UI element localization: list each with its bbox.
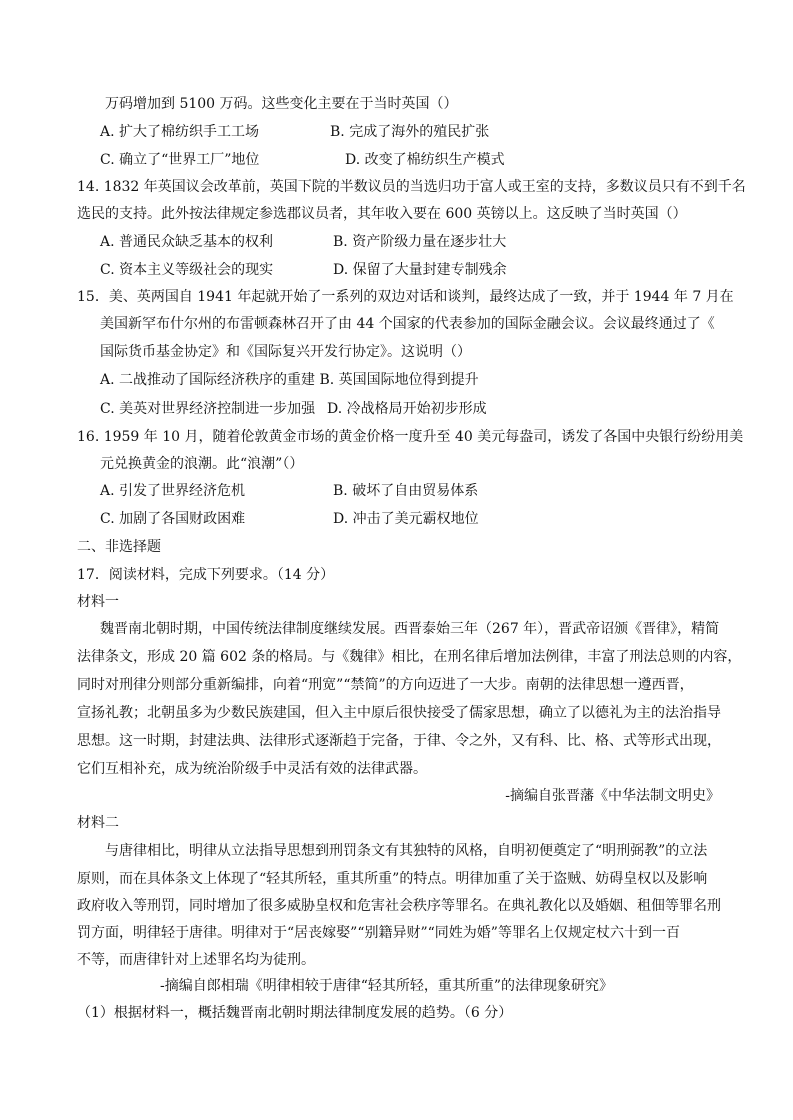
section-heading: 二、非选择题 <box>77 539 161 555</box>
q16-stem-line2: 元兑换黄金的浪潮。此“浪潮”（） <box>100 456 304 472</box>
material-one-line: 魏晋南北朝时期，中国传统法律制度继续发展。西晋泰始三年（267 年），晋武帝诏颁《晋律》，精简 <box>100 621 720 637</box>
q17-subquestion-1: （1）根据材料一，概括魏晋南北朝时期法律制度发展的趋势。（6 分） <box>77 1005 513 1021</box>
q15-option-d: D. 冷战格局开始初步形成 <box>327 401 487 417</box>
q17-title: 17．阅读材料，完成下列要求。（14 分） <box>77 567 335 583</box>
material-two-source: -摘编自郎相瑞《明律相较于唐律“轻其所轻，重其所重”的法律现象研究》 <box>160 978 614 994</box>
material-two-line: 原则，而在具体条文上体现了“轻其所轻，重其所重”的特点。明律加重了关于盗贼、妨碍皇权以及影响 <box>77 871 708 887</box>
q16-option-d: D. 冲击了美元霸权地位 <box>333 511 479 527</box>
material-two-line: 与唐律相比，明律从立法指导思想到刑罚条文有其独特的风格，自明初便奠定了“明刑弼教”的立法 <box>105 843 708 859</box>
material-one-line: 思想。这一时期，封建法典、法律形式逐渐趋于完备，于律、令之外，又有科、比、格、式等形式出现， <box>77 733 721 749</box>
q14-option-b: B. 资产阶级力量在逐步壮大 <box>333 234 507 250</box>
material-one-label: 材料一 <box>77 594 119 610</box>
q16-option-b: B. 破坏了自由贸易体系 <box>333 483 479 499</box>
material-one-source: -摘编自张晋藩《中华法制文明史》 <box>505 788 720 804</box>
q14-option-d: D. 保留了大量封建专制残余 <box>333 262 507 278</box>
q14-option-c: C. 资本主义等级社会的现实 <box>100 262 274 278</box>
q15-options-ab: A. 二战推动了国际经济秩序的重建 B. 英国国际地位得到提升 <box>100 372 479 388</box>
material-one-line: 宣扬礼教；北朝虽多为少数民族建国，但入主中原后很快接受了儒家思想，确立了以德礼为主的法治指导 <box>77 705 721 721</box>
q13-continuation: 万码增加到 5100 万码。这些变化主要在于当时英国（） <box>105 96 458 112</box>
material-one-line: 法律条文，形成 20 篇 602 条的格局。与《魏律》相比，在刑名律后增加法例律，丰富了刑法总则的内容， <box>77 649 742 665</box>
material-one-line: 它们互相补充，成为统治阶级手中灵活有效的法律武器。 <box>77 761 427 777</box>
q14-stem-line2: 选民的支持。此外按法律规定参选郡议员者，其年收入要在 600 英镑以上。这反映了当时英国（） <box>77 206 687 222</box>
q13-option-d: D. 改变了棉纺织生产模式 <box>345 152 505 168</box>
q13-option-b: B. 完成了海外的殖民扩张 <box>330 124 490 140</box>
q15-option-c: C. 美英对世界经济控制进一步加强 <box>100 401 316 417</box>
q13-option-a: A. 扩大了棉纺织手工工场 <box>100 124 260 140</box>
q15-stem-line3: 国际货币基金协定》和《国际复兴开发行协定》。这说明（） <box>100 344 471 360</box>
q15-stem-line1: 15．美、英两国自 1941 年起就开始了一系列的双边对话和谈判，最终达成了一致，并于 1944 年 7 月在 <box>77 289 734 305</box>
material-two-line: 罚方面，明律轻于唐律。明律对于“居丧嫁娶”“别籍异财”“同姓为婚”等罪名上仅规定杖六十到一百 <box>77 925 680 941</box>
material-two-line: 不等，而唐律针对上述罪名均为徒刑。 <box>77 952 315 968</box>
q15-stem-line2: 美国新罕布什尔州的布雷顿森林召开了由 44 个国家的代表参加的国际金融会议。会议最终通过了《 <box>100 316 715 332</box>
q14-stem-line1: 14. 1832 年英国议会改革前，英国下院的半数议员的当选归功于富人或王室的支持，多数议员只有不到千名 <box>77 179 746 195</box>
q16-option-c: C. 加剧了各国财政困难 <box>100 511 246 527</box>
q14-option-a: A. 普通民众缺乏基本的权利 <box>100 234 274 250</box>
q16-option-a: A. 引发了世界经济危机 <box>100 483 246 499</box>
q16-stem-line1: 16. 1959 年 10 月，随着伦敦黄金市场的黄金价格一度升至 40 美元每盎司，诱发了各国中央银行纷纷用美 <box>77 429 744 445</box>
material-one-line: 同时对刑律分则部分重新编排，向着“刑宽”“禁简”的方向迈进了一大步。南朝的法律思想一遵西晋， <box>77 677 694 693</box>
material-two-label: 材料二 <box>77 815 119 831</box>
q13-option-c: C. 确立了“世界工厂”地位 <box>100 152 260 168</box>
material-two-line: 政府收入等刑罚，同时增加了很多威胁皇权和危害社会秩序等罪名。在典礼教化以及婚姻、租佃等罪名刑 <box>77 898 721 914</box>
